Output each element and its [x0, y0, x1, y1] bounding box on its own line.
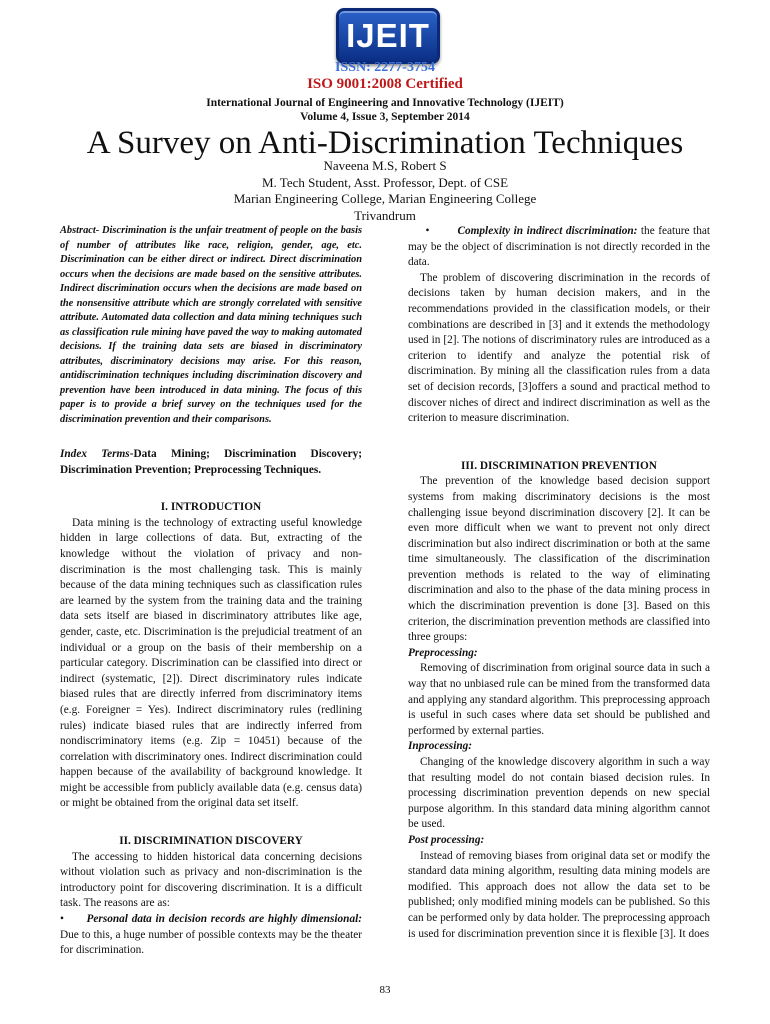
author-block — [0, 158, 770, 224]
journal-info — [0, 96, 770, 124]
right-column — [408, 224, 710, 942]
issn: ISSN: 2277-3754 — [335, 60, 435, 75]
index-terms — [60, 447, 362, 478]
bullet-item — [60, 912, 362, 959]
section-heading: II. DISCRIMINATION DISCOVERY — [119, 835, 303, 848]
index-terms-label: Index Terms — [60, 448, 130, 460]
paragraph: The prevention of the knowledge based decision support systems from making discriminatory decisions is the most challenging issue beyond discrimination discovery [2]. It can be even more difficult when we want to prevent not only direct discrimination but also indirect discrimination or both at the same time simultaneously. The classification of the discrimination prevention methods is related to the way of eliminating discrimination and also to the phase of the data mining process in which the discrimination prevention is done [3]. Based on this criterion, the discrimination prevention methods are classified into three groups: — [408, 475, 710, 644]
affiliation: Marian Engineering College, Marian Engineering College — [233, 191, 537, 206]
journal-logo: IJEIT — [336, 8, 440, 64]
paragraph: The accessing to hidden historical data concerning decisions without violation such as privacy and non-discrimination is the introductory point for discovering discrimination. It is a difficult task. The reasons are as: — [60, 850, 362, 910]
journal-volume: Volume 4, Issue 3, September 2014 — [300, 111, 470, 123]
left-column — [60, 224, 362, 959]
iso-certification: ISO 9001:2008 Certified — [307, 76, 463, 92]
abstract: Abstract- Discrimination is the unfair treatment of people on the basis of number of attributes like race, religion, gender, age, etc. Discrimination can be either direct or indirect. Direct discrimination occurs when the decisions are made based on the sensitive attributes. Indirect discrimination occurs when the decisions are made based on the nonsensitive attribute which are strongly correlated with sensitive attribute. Automated data collection and data mining techniques such as classification rule mining have paved the way to making automated decisions. If the training data sets are biased in discriminatory attributes, discriminatory decisions may arise. For this reason, antidiscrimination techniques including discrimination discovery and prevention have been introduced in data mining. The focus of this paper is to provide a brief survey on the techniques used for the discrimination prevention and their comparisons. — [60, 225, 362, 425]
journal-name: International Journal of Engineering and Innovative Technology (IJEIT) — [206, 97, 564, 109]
bullet-label: Complexity in indirect discrimination: — [457, 225, 638, 237]
paragraph: Removing of discrimination from original source data in such a way that no unbiased rule can be mined from the transformed data and applying any standard algorithm. This preprocessing approach is useful in such cases where data set should be published and performed by external parties. — [408, 662, 710, 737]
authors: Naveena M.S, Robert S — [323, 158, 447, 173]
section-heading: III. DISCRIMINATION PREVENTION — [461, 459, 657, 472]
bullet-text: the feature that may be the object of discrimination is not directly recorded in the data. — [408, 225, 710, 269]
affiliation: Trivandrum — [354, 207, 416, 223]
paper-title: A Survey on Anti-Discrimination Techniques — [86, 125, 684, 161]
bullet-icon: • — [408, 225, 458, 237]
paragraph: Changing of the knowledge discovery algorithm in such a way that resulting model do not contain biased decision rules. In processing discrimination prevention depends on new special purpose algorithm. In this standard data mining algorithm cannot be used. — [408, 756, 710, 831]
section-heading: I. INTRODUCTION — [160, 501, 262, 514]
page-number: 83 — [379, 984, 391, 996]
paragraph: Data mining is the technology of extracting useful knowledge hidden in large collections of data. But, extracting of the knowledge without the violation of privacy and non-discrimination is the most challenging task. This is mainly because of the data mining techniques such as classification rules are learned by the system from the training data and the training data sets itself are biased in discriminatory attributes like age, gender, caste, etc. Discrimination is the prejudicial treatment of an individual or a group on the basis of their membership on a particular category. Discrimination can be classified into direct or indirect (systematic, [2]). Direct discriminatory rules indicate biased rules that are directly inferred from discriminatory items (e.g. Foreigner = Yes). Indirect discriminatory rules (redlining rules) indicate biased rules that are indirectly inferred from nondiscriminatory items (e.g. Zip = 10451) because of the correlation with discriminatory ones. Indirect discrimination could happen because of the availability of background knowledge. It might be accessible from publicly available data (e.g. census data) or might be obtained from the original data set itself. — [60, 516, 362, 810]
subheading: Post processing: — [408, 833, 485, 846]
index-terms-text: -Data Mining; Discrimination Discovery; Discrimination Prevention; Preprocessing Techniques. — [60, 448, 363, 476]
bullet-text: Due to this, a huge number of possible contexts may be the theater for discrimination. — [60, 928, 362, 957]
bullet-icon: • — [60, 913, 87, 926]
subheading: Inprocessing: — [408, 740, 473, 753]
bullet-label: Personal data in decision records are highly dimensional: — [86, 913, 362, 926]
paragraph: The problem of discovering discrimination in the records of decisions taken by human decision makers, and in the recommendations provided in the classification models, or their combinations are described in [3] and it extends the methodology used in [2]. The notions of discriminatory rules are introduced as a criterion to identify and analyze the potential risk of discrimination. By mining all the classification rules from a data set of decision records, [3]offers a sound and practical method to discover niches of direct and indirect discrimination as well as the criterion to measure discrimination. — [408, 271, 710, 425]
affiliation: M. Tech Student, Asst. Professor, Dept. of CSE — [261, 174, 509, 190]
paragraph: Instead of removing biases from original data set or modify the standard data mining algorithm, resulting data mining models are modified. This approach does not allow the data set to be published; only modified mining models can be published. So this can be performed only by data holder. The preprocessing approach is used for discrimination prevention since it is flexible [3]. It does — [408, 849, 710, 940]
bullet-item — [408, 224, 710, 271]
subheading: Preprocessing: — [408, 646, 478, 659]
